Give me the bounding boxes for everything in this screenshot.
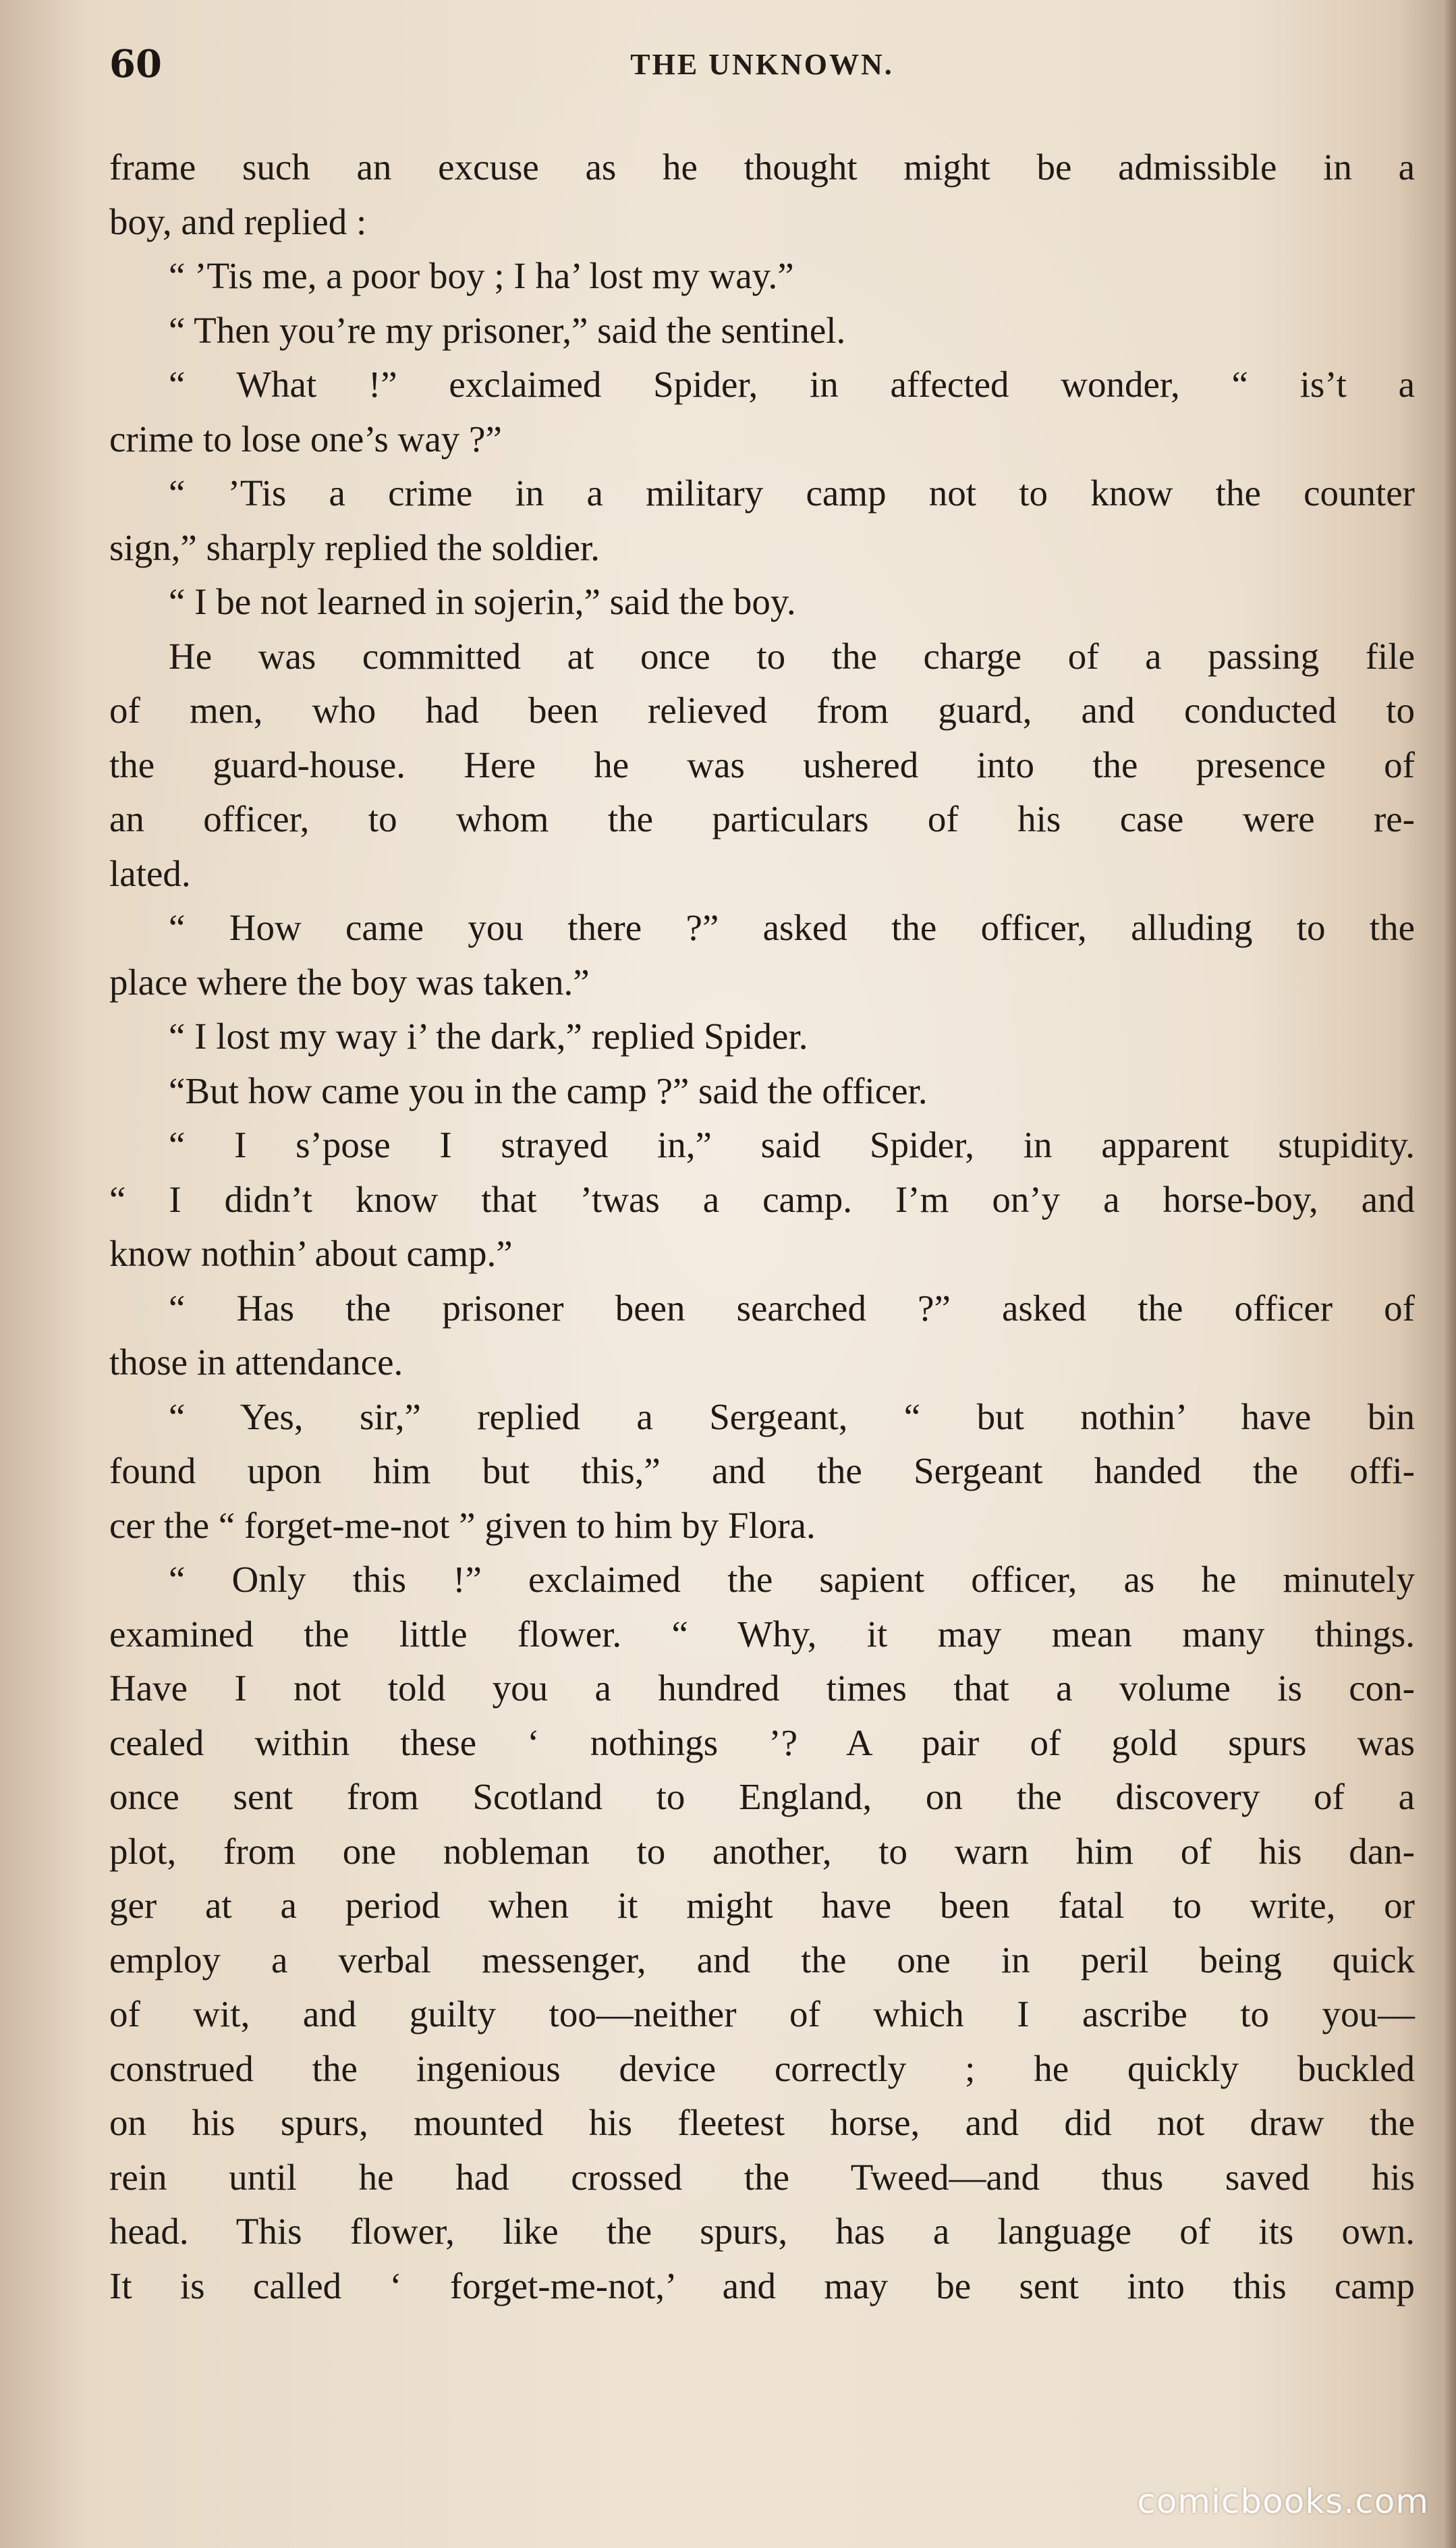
text-line: rein until he had crossed the Tweed—and thus saved his xyxy=(109,2156,1415,2198)
text-line: cer the “ forget-me-not ” given to him by Flora. xyxy=(109,1504,816,1546)
text-line: the guard-house. Here he was ushered into the presence of xyxy=(109,744,1415,785)
text-line: construed the ingenious device correctly ; he quickly buckled xyxy=(109,2047,1415,2089)
text-line: He was committed at once to the charge of a passing file xyxy=(169,635,1415,677)
text-line: “ I be not learned in sojerin,” said the boy. xyxy=(169,581,796,622)
text-line: “ Yes, sir,” replied a Sergeant, “ but nothin’ have bin xyxy=(169,1395,1415,1437)
text-line: “ ’Tis a crime in a military camp not to know the counter xyxy=(169,472,1415,514)
running-head: THE UNKNOWN. xyxy=(630,48,894,81)
text-line: “ I lost my way i’ the dark,” replied Spider. xyxy=(169,1016,808,1057)
text-line: “ I s’pose I strayed in,” said Spider, in apparent stupidity. xyxy=(169,1124,1415,1165)
text-line: examined the little flower. “ Why, it may mean many things. xyxy=(109,1613,1415,1655)
text-line: plot, from one nobleman to another, to warn him of his dan- xyxy=(109,1830,1415,1872)
text-line: once sent from Scotland to England, on the discovery of a xyxy=(109,1776,1415,1817)
text-line: frame such an excuse as he thought might be admissible in a xyxy=(109,146,1415,188)
text-line: those in attendance. xyxy=(109,1341,403,1383)
text-line: “ How came you there ?” asked the officer, alluding to the xyxy=(169,907,1415,948)
text-line: “ Only this !” exclaimed the sapient officer, as he minutely xyxy=(169,1559,1415,1600)
text-line: of men, who had been relieved from guard, and conducted to xyxy=(109,690,1415,731)
page-number: 60 xyxy=(109,42,162,86)
text-line: “ Then you’re my prisoner,” said the sentinel. xyxy=(169,309,846,351)
text-line: lated. xyxy=(109,852,191,894)
text-line: know nothin’ about camp.” xyxy=(109,1233,513,1274)
text-line: sign,” sharply replied the soldier. xyxy=(109,526,600,568)
text-line: place where the boy was taken.” xyxy=(109,961,590,1003)
text-line: “ Has the prisoner been searched ?” asked the officer of xyxy=(169,1287,1415,1329)
text-line: on his spurs, mounted his fleetest horse, and did not draw the xyxy=(109,2102,1415,2143)
text-line: cealed within these ‘ nothings ’? A pair of gold spurs was xyxy=(109,1721,1415,1763)
text-line: “But how came you in the camp ?” said the officer. xyxy=(169,1070,928,1111)
text-line: crime to lose one’s way ?” xyxy=(109,418,502,460)
text-line: “ ’Tis me, a poor boy ; I ha’ lost my way.” xyxy=(169,255,794,296)
text-line: of wit, and guilty too—neither of which I ascribe to you— xyxy=(109,1993,1415,2034)
text-line: head. This flower, like the spurs, has a language of its own. xyxy=(109,2211,1415,2252)
text-line: ger at a period when it might have been fatal to write, or xyxy=(109,1885,1415,1926)
text-line: “ I didn’t know that ’twas a camp. I’m on’y a horse-boy, and xyxy=(109,1178,1415,1220)
page-header xyxy=(109,42,1415,89)
text-line: “ What !” exclaimed Spider, in affected wonder, “ is’t a xyxy=(169,364,1415,405)
body-text xyxy=(109,140,1415,2313)
text-line: Have I not told you a hundred times that a volume is con- xyxy=(109,1667,1415,1709)
text-line: boy, and replied : xyxy=(109,200,367,242)
text-line: It is called ‘ forget-me-not,’ and may be sent into this camp xyxy=(109,2265,1415,2306)
watermark: comicbooks.com xyxy=(1137,2482,1429,2521)
text-line: employ a verbal messenger, and the one in peril being quick xyxy=(109,1939,1415,1981)
text-line: found upon him but this,” and the Sergeant handed the offi- xyxy=(109,1450,1415,1491)
text-line: an officer, to whom the particulars of his case were re- xyxy=(109,798,1415,839)
